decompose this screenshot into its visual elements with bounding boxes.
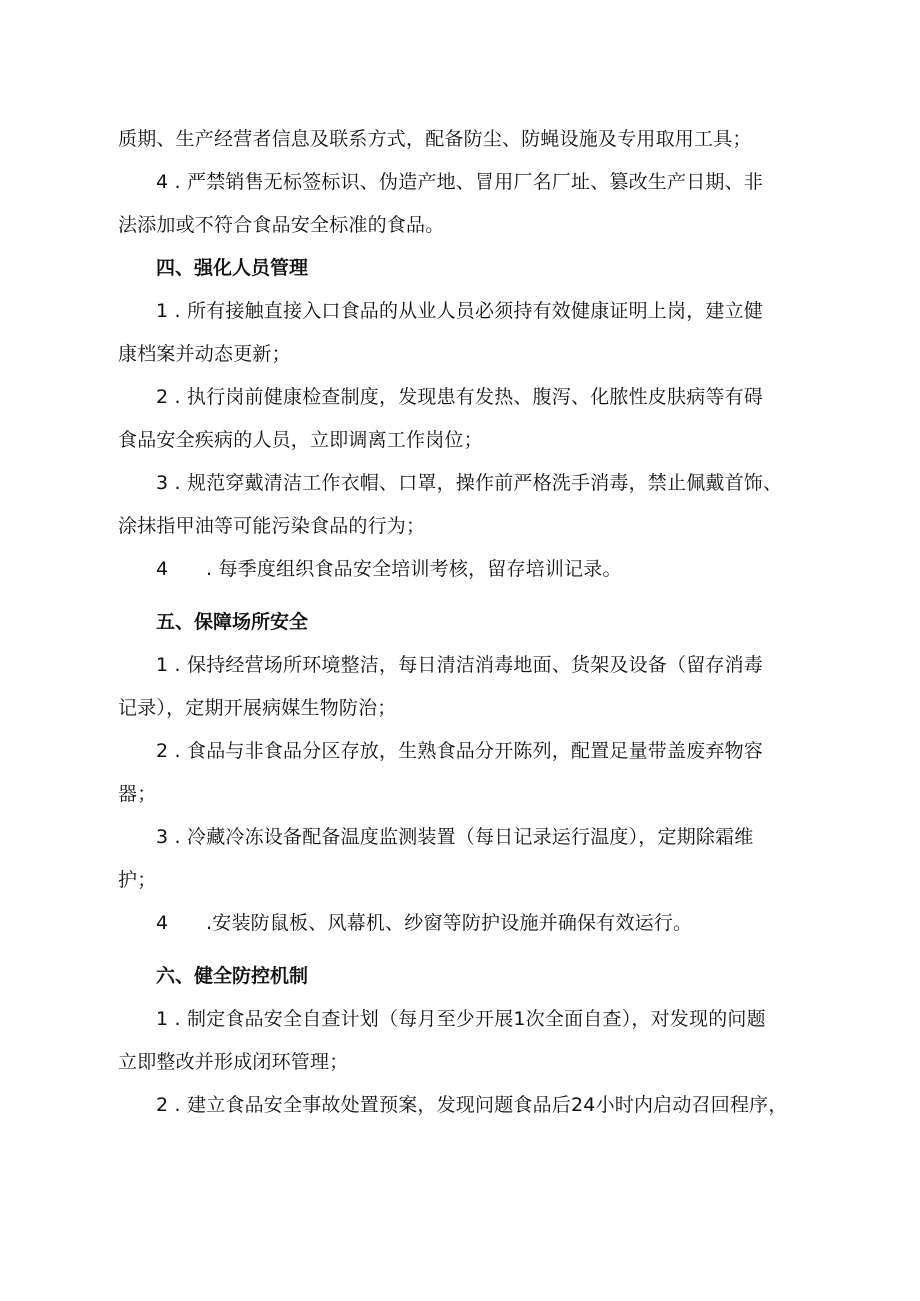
paragraph-line: 食品安全疾病的人员，立即调离工作岗位； (118, 429, 483, 451)
paragraph-line: 质期、生产经营者信息及联系方式，配备防尘、防蝇设施及专用取用工具； (118, 128, 752, 150)
section-heading-6: 六、健全防控机制 (156, 965, 309, 987)
paragraph-line: 涂抹指甲油等可能污染食品的行为； (118, 515, 426, 537)
paragraph-line: 3 . 冷藏冷冻设备配备温度监测装置（每日记录运行温度），定期除霜维 (156, 826, 754, 848)
section-heading-5: 五、保障场所安全 (156, 611, 309, 633)
paragraph-line: 1 . 保持经营场所环境整洁，每日清洁消毒地面、货架及设备（留存消毒 (156, 654, 764, 676)
paragraph-line: 护； (118, 869, 157, 891)
item-text: .安装防鼠板、风幕机、纱窗等防护设施并确保有效运行。 (206, 912, 693, 934)
paragraph-line: 器； (118, 783, 157, 805)
paragraph-line: 法添加或不符合食品安全标准的食品。 (118, 214, 445, 236)
paragraph-line: 4 . 严禁销售无标签标识、伪造产地、冒用厂名厂址、篡改生产日期、非 (156, 171, 764, 193)
paragraph-line (118, 548, 808, 591)
paragraph-line: 3 . 规范穿戴清洁工作衣帽、口罩，操作前严格洗手消毒，禁止佩戴首饰、 (156, 472, 783, 494)
paragraph-line (118, 902, 808, 945)
item-number: 4 (156, 912, 169, 934)
item-text: . 每季度组织食品安全培训考核，留存培训记录。 (206, 558, 622, 580)
paragraph-line: 康档案并动态更新； (118, 343, 291, 365)
paragraph-line: 立即整改并形成闭环管理； (118, 1051, 349, 1073)
paragraph-line: 2 . 建立食品安全事故处置预案，发现问题食品后24小时内启动召回程序， (156, 1094, 788, 1116)
item-number: 4 (156, 558, 169, 580)
document-body (118, 118, 808, 1127)
paragraph-line: 1 . 制定食品安全自查计划（每月至少开展1次全面自查），对发现的问题 (156, 1008, 766, 1030)
section-heading-4: 四、强化人员管理 (156, 257, 309, 279)
paragraph-line: 1 . 所有接触直接入口食品的从业人员必须持有效健康证明上岗，建立健 (156, 300, 764, 322)
paragraph-line: 记录），定期开展病媒生物防治； (118, 697, 397, 719)
paragraph-line: 2 . 执行岗前健康检查制度，发现患有发热、腹泻、化脓性皮肤病等有碍 (156, 386, 764, 408)
paragraph-line: 2 . 食品与非食品分区存放，生熟食品分开陈列，配置足量带盖废弃物容 (156, 740, 764, 762)
